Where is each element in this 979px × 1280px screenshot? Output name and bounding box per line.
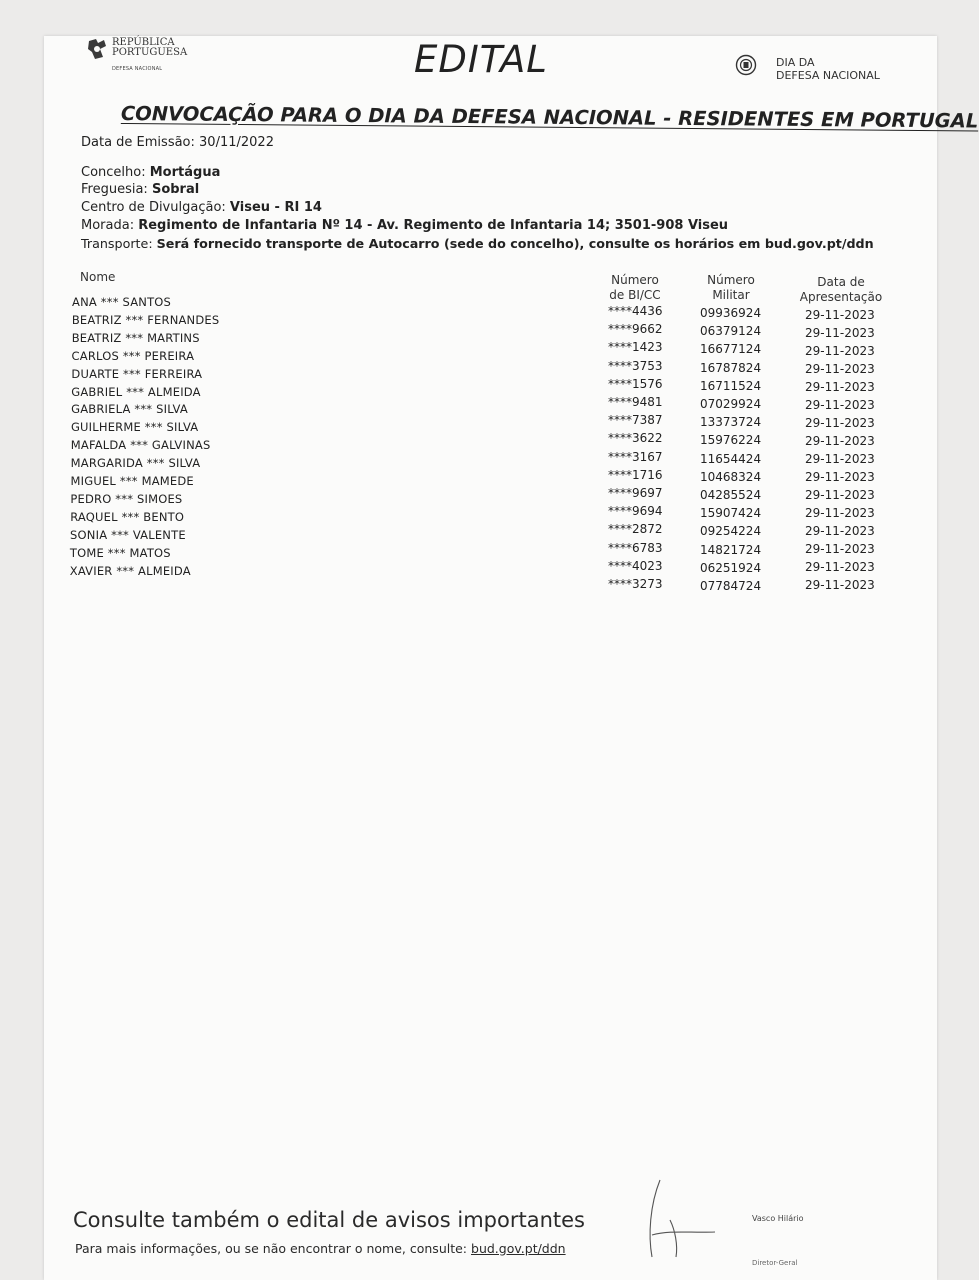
signer-role: Diretor-Geral	[752, 1259, 798, 1267]
table-row-name: DUARTE *** FERREIRA	[71, 366, 203, 381]
table-row-date: 29-11-2023	[805, 560, 875, 574]
emission-date-value: 30/11/2022	[199, 135, 274, 150]
republic-logo-line1: REPÚBLICA	[112, 37, 175, 48]
table-row-military-number: 04285524	[700, 488, 762, 502]
table-row-bi: ****9694	[608, 504, 663, 519]
morada-label: Morada:	[81, 218, 135, 233]
table-row-name: RAQUEL *** BENTO	[70, 509, 185, 524]
centro-label: Centro de Divulgação:	[81, 200, 226, 215]
transporte-label: Transporte:	[81, 236, 153, 251]
freguesia-value: Sobral	[151, 182, 200, 197]
footer-notice: Consulte também o edital de avisos importantes	[73, 1208, 585, 1232]
table-row-bi: ****2872	[608, 522, 663, 537]
table-row-name: ANA *** SANTOS	[72, 295, 172, 309]
table-row-bi: ****6783	[608, 540, 663, 555]
emission-date-label: Data de Emissão:	[81, 135, 195, 150]
header-mil-line2: Militar	[712, 288, 750, 302]
table-row-name: PEDRO *** SIMOES	[70, 491, 183, 506]
footer-info-text: Para mais informações, ou se não encontrar o nome, consulte:	[75, 1241, 468, 1256]
table-row-military-number: 10468324	[700, 469, 762, 484]
table-row-date: 29-11-2023	[805, 326, 875, 340]
table-row-military-number: 16677124	[700, 342, 762, 357]
table-row-military-number: 15907424	[700, 506, 762, 521]
table-row-name: MAFALDA *** GALVINAS	[70, 438, 211, 453]
table-row-name: MIGUEL *** MAMEDE	[70, 474, 194, 488]
table-row-date: 29-11-2023	[805, 506, 875, 520]
table-row-military-number: 06251924	[700, 560, 762, 575]
table-row-date: 29-11-2023	[805, 524, 875, 538]
table-row-name: GABRIELA *** SILVA	[71, 402, 188, 417]
table-row-bi: ****9697	[608, 486, 663, 500]
table-row-military-number: 15976224	[700, 433, 762, 448]
document-subtitle: CONVOCAÇÃO PARA O DIA DA DEFESA NACIONAL - RESIDENTES EM PORTUGAL	[120, 102, 979, 133]
table-row-date: 29-11-2023	[805, 452, 875, 466]
table-row-bi: ****1423	[608, 340, 663, 355]
table-row-bi: ****1716	[608, 467, 663, 482]
concelho-value: Mortágua	[149, 165, 221, 180]
table-row-name: XAVIER *** ALMEIDA	[69, 563, 191, 578]
table-row-bi: ****9481	[608, 395, 663, 409]
signer-name: Vasco Hilário	[752, 1214, 804, 1223]
concelho-line	[81, 165, 220, 180]
table-row-military-number: 09254224	[700, 524, 762, 539]
table-row-bi: ****3753	[608, 358, 663, 373]
table-row-military-number: 11654424	[700, 451, 762, 466]
header-date	[796, 275, 886, 305]
table-row-date: 29-11-2023	[805, 344, 875, 358]
table-row-military-number: 07784724	[700, 579, 762, 593]
table-row-name: BEATRIZ *** FERNANDES	[71, 312, 220, 327]
table-row-military-number: 06379124	[700, 324, 762, 339]
table-row-bi: ****9662	[608, 322, 663, 337]
freguesia-label: Freguesia:	[81, 182, 148, 197]
header-mil-line1: Número	[707, 273, 755, 287]
table-row-date: 29-11-2023	[805, 416, 875, 430]
table-row-name: MARGARIDA *** SILVA	[70, 456, 201, 471]
freguesia-line	[81, 182, 199, 197]
transporte-line	[81, 236, 874, 251]
table-row-name: BEATRIZ *** MARTINS	[71, 330, 200, 345]
table-row-bi: ****4023	[608, 558, 663, 573]
table-row-bi: ****4436	[608, 304, 663, 318]
header-bi-line2: de BI/CC	[609, 288, 661, 302]
table-row-date: 29-11-2023	[805, 542, 875, 556]
header-bi	[604, 273, 666, 303]
republic-logo-line2: PORTUGUESA	[112, 47, 188, 58]
table-row-bi: ****3273	[608, 577, 663, 591]
table-row-name: TOME *** MATOS	[69, 545, 171, 560]
table-row-date: 29-11-2023	[805, 398, 875, 412]
table-row-military-number: 16787824	[700, 360, 762, 375]
table-row-bi: ****3167	[608, 449, 663, 464]
concelho-label: Concelho:	[81, 165, 146, 180]
table-row-bi: ****3622	[608, 431, 663, 446]
header-date-line1: Data de	[817, 275, 865, 289]
header-mil	[700, 273, 762, 303]
republic-logo-text	[112, 38, 187, 58]
table-row-date: 29-11-2023	[805, 380, 875, 394]
transporte-value: Será fornecido transporte de Autocarro (sede do concelho), consulte os horários em bud.gov.pt/ddn	[156, 236, 874, 251]
table-row-name: SONIA *** VALENTE	[70, 527, 186, 542]
republic-crest-icon	[86, 37, 108, 61]
table-row-date: 29-11-2023	[805, 434, 875, 448]
footer-info	[75, 1241, 566, 1256]
table-row-name: GUILHERME *** SILVA	[70, 420, 199, 435]
morada-line	[81, 218, 728, 233]
centro-line	[81, 200, 322, 215]
defense-day-line1: DIA DA	[776, 56, 815, 69]
table-row-bi: ****1576	[608, 376, 663, 391]
table-row-military-number: 14821724	[700, 542, 762, 557]
signature-mark	[640, 1175, 740, 1265]
morada-value: Regimento de Infantaria Nº 14 - Av. Regimento de Infantaria 14; 3501-908 Viseu	[138, 218, 729, 233]
footer-link[interactable]: bud.gov.pt/ddn	[471, 1241, 566, 1256]
table-row-bi: ****7387	[608, 413, 663, 428]
table-row-military-number: 16711524	[700, 378, 762, 393]
emission-date	[81, 135, 274, 150]
table-row-name: CARLOS *** PEREIRA	[71, 348, 195, 363]
table-row-date: 29-11-2023	[805, 308, 875, 322]
header-name: Nome	[80, 270, 116, 284]
table-row-military-number: 13373724	[700, 415, 762, 430]
page-title: EDITAL	[414, 38, 548, 81]
table-row-name: GABRIEL *** ALMEIDA	[71, 384, 201, 399]
republic-logo-subtitle: DEFESA NACIONAL	[112, 66, 163, 72]
defense-day-icon	[735, 54, 757, 76]
table-row-date: 29-11-2023	[805, 578, 875, 592]
centro-value: Viseu - RI 14	[229, 200, 322, 215]
table-row-date: 29-11-2023	[805, 362, 875, 376]
header-bi-line1: Número	[611, 273, 659, 287]
defense-day-logo-text	[776, 56, 880, 82]
table-row-military-number: 09936924	[700, 306, 762, 320]
table-row-date: 29-11-2023	[805, 488, 875, 502]
defense-day-line2: DEFESA NACIONAL	[776, 69, 880, 82]
header-date-line2: Apresentação	[799, 290, 883, 304]
table-row-military-number: 07029924	[700, 397, 762, 411]
table-row-date: 29-11-2023	[805, 470, 875, 484]
